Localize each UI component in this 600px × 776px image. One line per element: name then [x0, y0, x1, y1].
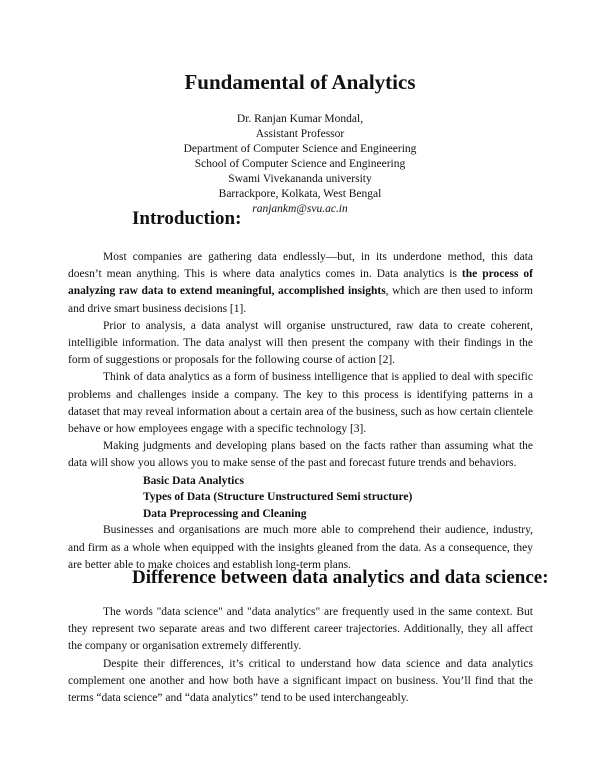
author-email: ranjankm@svu.ac.in [252, 203, 348, 215]
author-role: Assistant Professor [255, 128, 345, 140]
author-school: School of Computer Science and Engineering [194, 158, 406, 170]
difference-paragraph-1: The words "data science" and "data analytics" are frequently used in the same context. But they represent two separate areas and two different career trajectories. Additionally, they all affect the company or organisation extremely differently. [68, 606, 533, 653]
difference-body [68, 604, 533, 707]
author-name: Dr. Ranjan Kumar Mondal, [236, 113, 364, 125]
topic-item: Basic Data Analytics [143, 474, 244, 487]
intro-paragraph-1-bold: the process of analyzing raw data to extend meaningful, accomplished insights [68, 268, 533, 298]
author-location: Barrackpore, Kolkata, West Bengal [218, 188, 382, 200]
section-heading-difference: Difference between data analytics and data science: [132, 567, 549, 588]
difference-paragraph-2: Despite their differences, it’s critical to understand how data science and data analytics complement one another and how both have a significant impact on business. You’ll find that the terms “data science” and “data analytics” tend to be used interchangeably. [68, 657, 533, 705]
section-heading-introduction: Introduction: [132, 208, 242, 229]
intro-paragraph-4: Making judgments and developing plans based on the facts rather than assuming what the data will show you allows you to make sense of the past and forecast future trends and behaviors. [68, 440, 533, 470]
intro-paragraph-1-text-a: Most companies are gathering data endlessly—but, in its underdone method, this data doesn’t mean anything. This is where data analytics comes in. Data analytics is [68, 251, 533, 281]
intro-paragraph-1-text-c: , which are then used to inform and drive smart business decisions [1]. [68, 285, 533, 315]
intro-paragraph-2: Prior to analysis, a data analyst will organise unstructured, raw data to create coherent, intelligible information. The data analyst will then present the company with their findings in the form of suggestions or proposals for the following course of action [2]. [68, 319, 533, 367]
topic-item: Data Preprocessing and Cleaning [143, 507, 307, 520]
intro-paragraph-1 [68, 249, 533, 318]
author-department: Department of Computer Science and Engineering [183, 143, 417, 155]
document-title: Fundamental of Analytics [184, 70, 416, 94]
intro-paragraph-3: Think of data analytics as a form of business intelligence that is applied to deal with specific problems and challenges inside a company. The key to this process is identifying patterns in a dataset that may reveal information about a certain area of the business, such as how certain clientele behave or how employees engage with a specific technology [3]. [68, 371, 533, 436]
topic-item: Types of Data (Structure Unstructured Semi structure) [143, 491, 413, 504]
author-university: Swami Vivekananda university [228, 173, 372, 185]
author-block [0, 112, 600, 217]
introduction-body [68, 249, 533, 574]
intro-paragraph-5: Businesses and organisations are much more able to comprehend their audience, industry, and firm as a whole when equipped with the insights gleaned from the data. As a consequence, they are better able to make choices and establish long-term plans. [68, 524, 533, 571]
topic-list [68, 473, 533, 523]
